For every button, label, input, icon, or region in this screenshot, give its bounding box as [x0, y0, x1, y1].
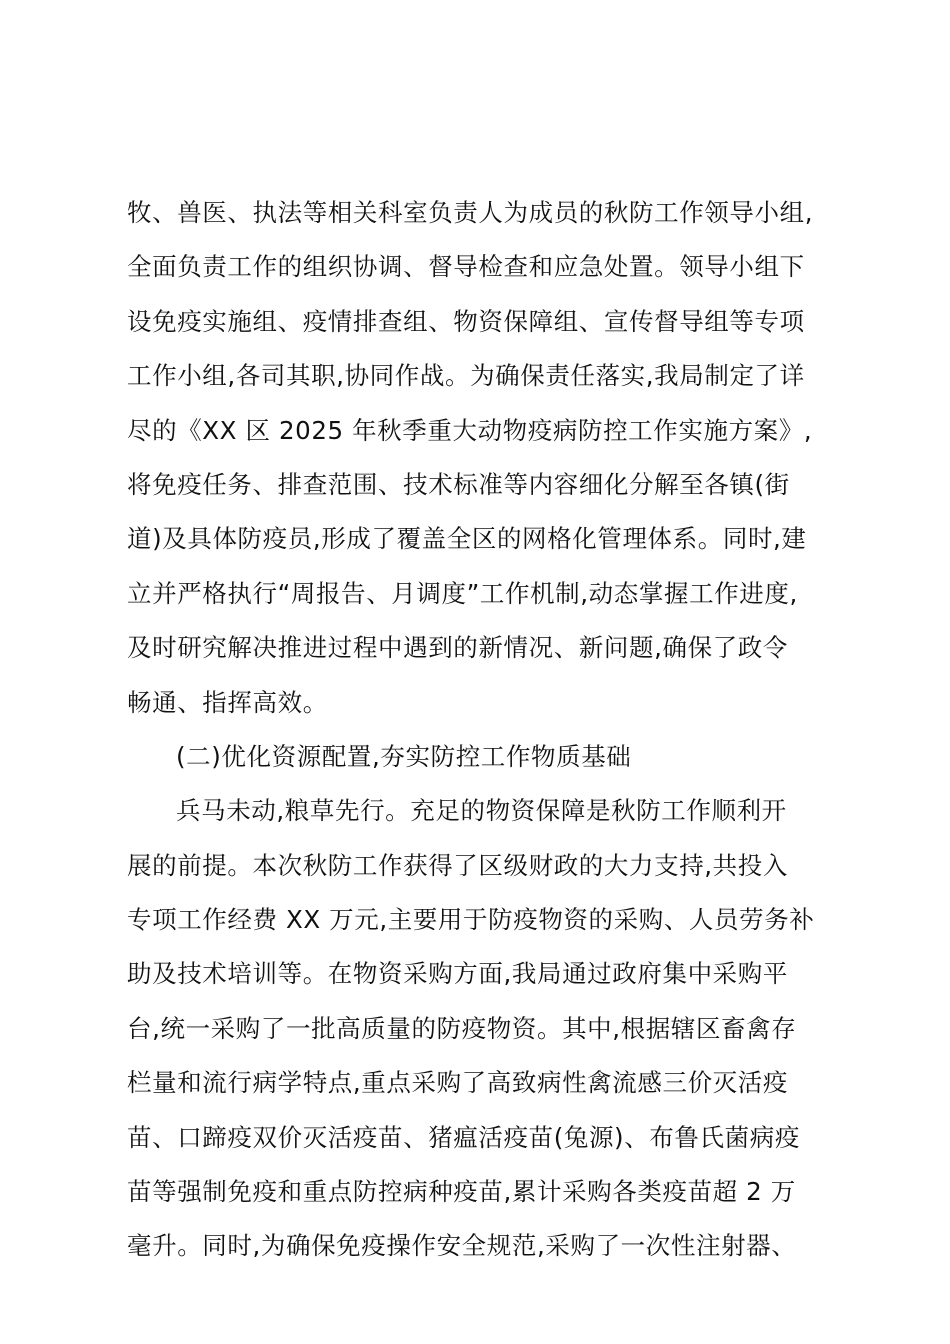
- text-line: 立并严格执行“周报告、月调度”工作机制,动态掌握工作进度,: [127, 578, 798, 608]
- text-line: 展的前提。本次秋防工作获得了区级财政的大力支持,共投入: [127, 850, 788, 880]
- text-line: 台,统一采购了一批高质量的防疫物资。其中,根据辖区畜禽存: [127, 1013, 797, 1043]
- section-heading-block: [127, 730, 827, 784]
- text-line: 专项工作经费 XX 万元,主要用于防疫物资的采购、人员劳务补: [127, 905, 815, 935]
- text-line: 苗等强制免疫和重点防控病种疫苗,累计采购各类疫苗超 2 万: [127, 1177, 796, 1207]
- text-line: 尽的《XX 区 2025 年秋季重大动物疫病防控工作实施方案》,: [127, 415, 813, 445]
- text-line: 全面负责工作的组织协调、督导检查和应急处置。领导小组下: [127, 252, 805, 282]
- paragraph-leadership-group: [127, 186, 827, 730]
- text-line: 将免疫任务、排查范围、技术标准等内容细化分解至各镇(街: [127, 469, 790, 499]
- text-line: 毫升。同时,为确保免疫操作安全规范,采购了一次性注射器、: [127, 1231, 797, 1261]
- text-line: 道)及具体防疫员,形成了覆盖全区的网格化管理体系。同时,建: [127, 524, 807, 554]
- text-line: 栏量和流行病学特点,重点采购了高致病性禽流感三价灭活疫: [127, 1068, 788, 1098]
- text-line: 及时研究解决推进过程中遇到的新情况、新问题,确保了政令: [127, 633, 788, 663]
- text-line: 兵马未动,粮草先行。充足的物资保障是秋防工作顺利开: [176, 796, 787, 826]
- section-heading: (二)优化资源配置,夯实防控工作物质基础: [176, 741, 632, 771]
- text-line: 牧、兽医、执法等相关科室负责人为成员的秋防工作领导小组,: [127, 198, 814, 227]
- document-body: [127, 186, 827, 1274]
- paragraph-material-resources: [127, 784, 827, 1274]
- text-line: 苗、口蹄疫双价灭活疫苗、猪瘟活疫苗(兔源)、布鲁氏菌病疫: [127, 1122, 800, 1152]
- text-line: 设免疫实施组、疫情排查组、物资保障组、宣传督导组等专项: [127, 306, 805, 336]
- text-line: 助及技术培训等。在物资采购方面,我局通过政府集中采购平: [127, 959, 788, 989]
- text-line: 工作小组,各司其职,协同作战。为确保责任落实,我局制定了详: [127, 361, 805, 391]
- text-line: 畅通、指挥高效。: [127, 687, 328, 717]
